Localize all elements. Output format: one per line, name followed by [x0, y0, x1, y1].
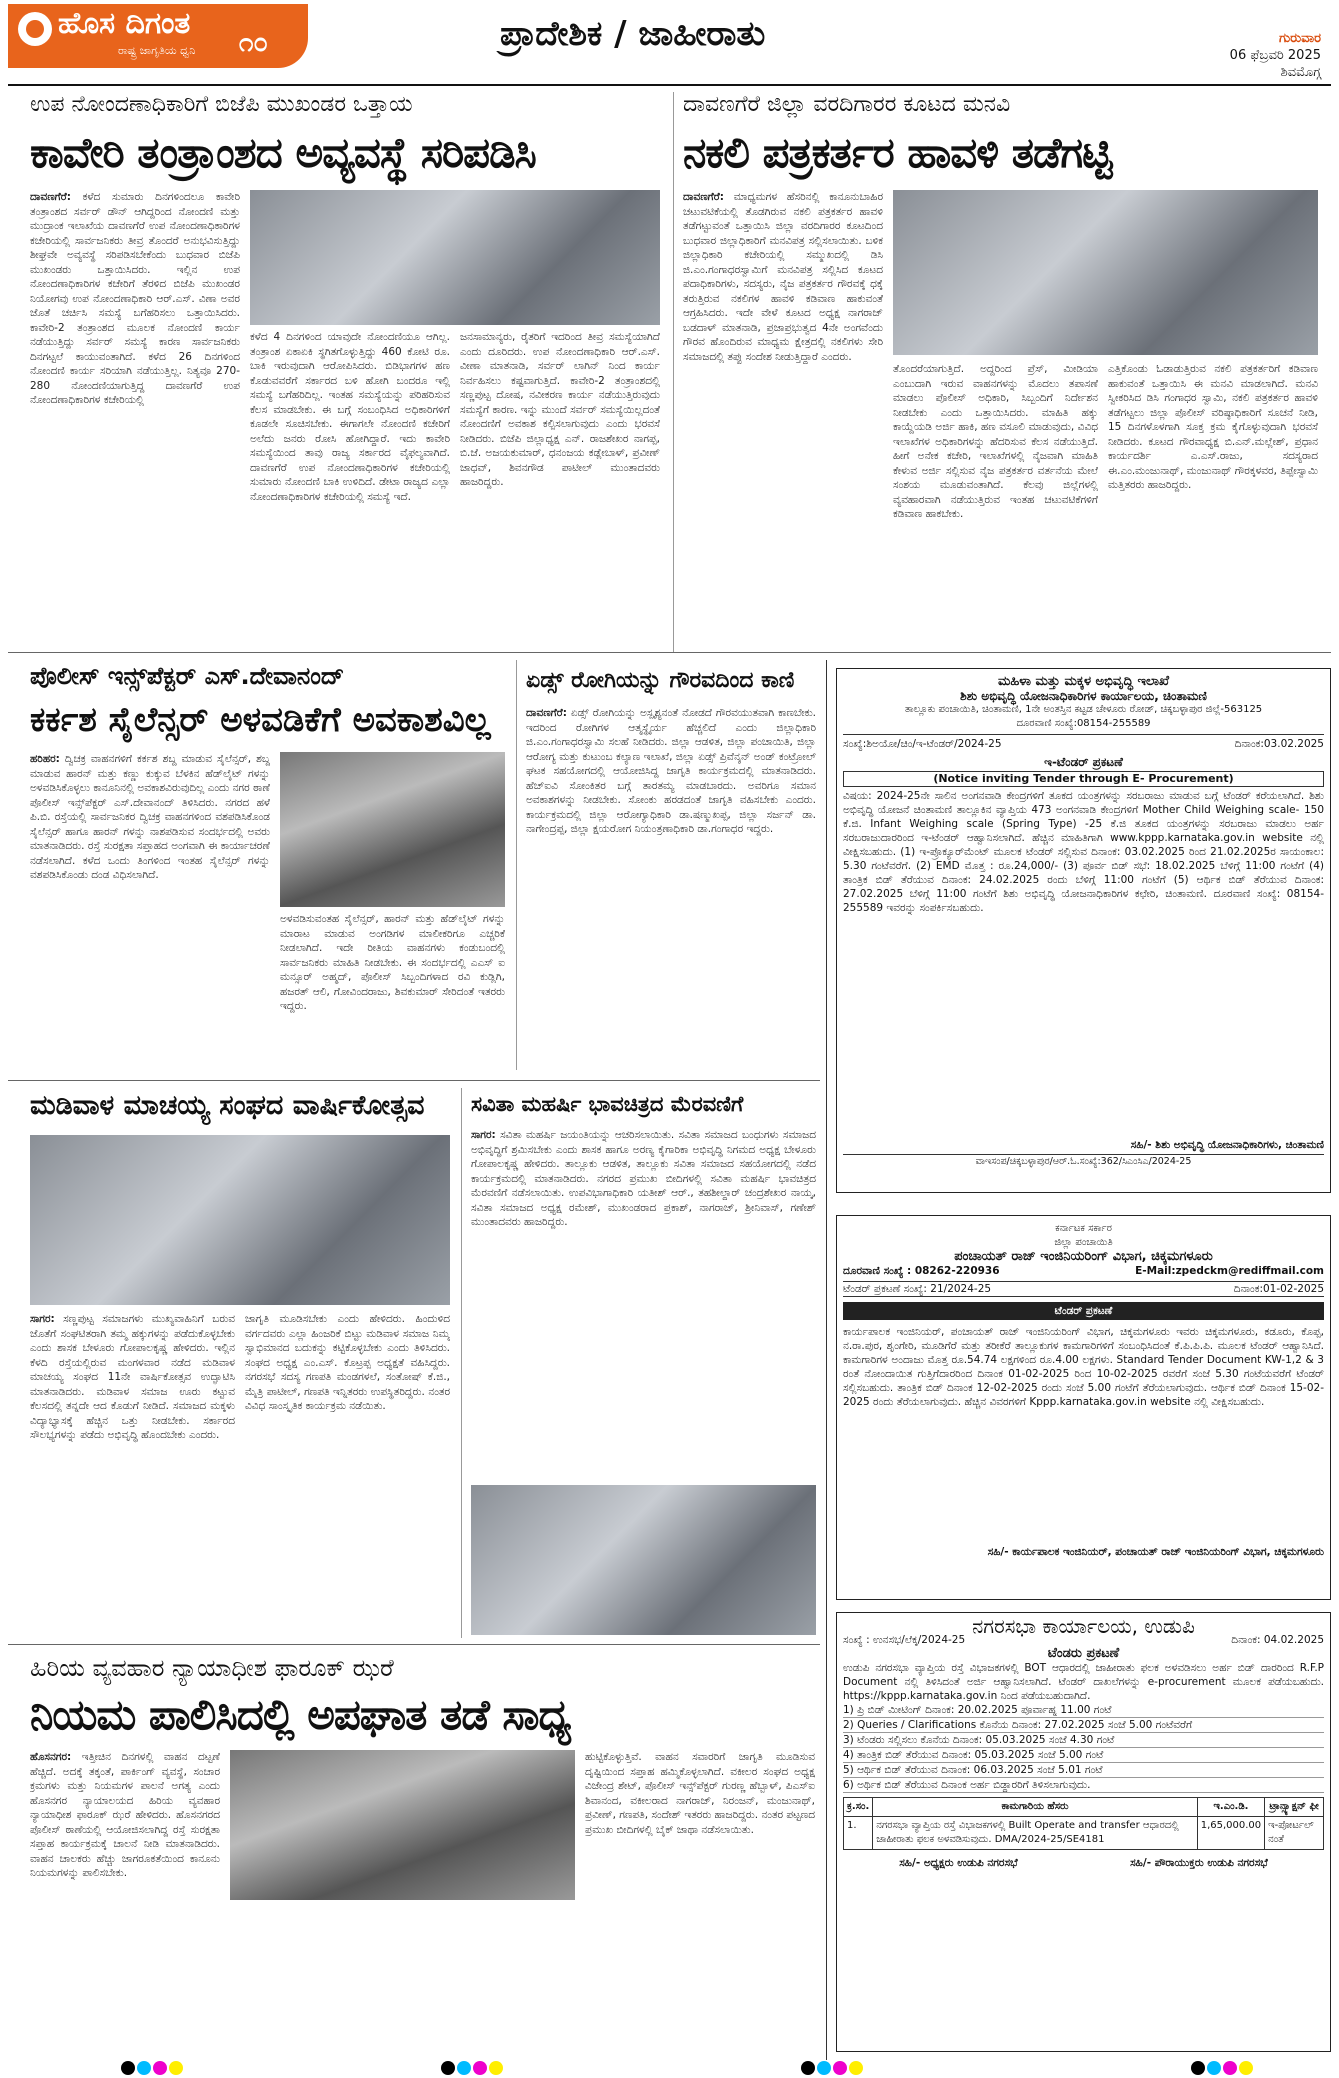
logo-text: ಹೊಸ ದಿಗಂತ [58, 6, 191, 41]
story1-dateline: ದಾವಣಗೆರೆ: [30, 191, 71, 203]
story2-body-col2: ತೊಂದರೆಯಾಗುತ್ತಿದೆ. ಅದ್ದರಿಂದ ಪ್ರೆಸ್, ಮೀಡಿಯಾ ಎಂಬುದಾಗಿ ಇರುವ ವಾಹನಗಳನ್ನು ಮೊದಲು ತಪಾಸಣೆ ಮಾಡಲು ಪೊಲೀಸ್ ಅಧಿಕಾರಿ, ಸಿಬ್ಬಂದಿಗೆ ನಿರ್ದೇಶನ ನೀಡಬೇಕು ಎಂದು ಒತ್ತಾಯಿಸಿದರು. ಮಾಹಿತಿ ಹಕ್ಕು ಕಾಯ್ದೆಯಡಿ ಅರ್ಜಿ ಹಾಕಿ, ಹಣ ವಸೂಲಿ ಮಾಡುವುದು, ವಿವಿಧ ಇಲಾಖೆಗಳ ಅಧಿಕಾರಿಗಳನ್ನು ಹೆದರಿಸುವ ಕೆಲಸ ನಡೆಯುತ್ತಿದೆ. ಹೀಗೆ ಅನೇಕ ಕಚೇರಿ, ಇಲಾಖೆಗಳಲ್ಲಿ ನೈಜವಾಗಿ ಮಾಹಿತಿ ಕೇಳುವ ಅರ್ಜಿ ಸಲ್ಲಿಸುವ ನೈಜ ಪತ್ರಕರ್ತರ ವರ್ತನೆಯ ಮೇಲೆ ಸಂಶಯ ಮೂಡುವಂತಾಗಿದೆ. ಕೆಲವು ಜಿಲ್ಲೆಗಳಲ್ಲಿ ವ್ಯವಹಾರವಾಗಿ ನಡೆಯುತ್ತಿರುವ ಇಂತಹ ಚಟುವಟಿಕೆಗಳಿಗೆ ಕಡಿವಾಣ ಹಾಕಬೇಕು. [893, 363, 1098, 520]
list-item: 6) ಅರ್ಥಿಕ ಬಿಡ್ ತೆರೆಯುವ ದಿನಾಂಕ ಅರ್ಹ ಬಿಡ್ದಾರರಿಗೆ ತಿಳಿಸಲಾಗುವುದು. [843, 1778, 1324, 1793]
story2-photo [893, 190, 1318, 355]
list-item: 3) ಟೆಂಡರು ಸಲ್ಲಿಸಲು ಕೊನೆಯ ದಿನಾಂಕ: 05.03.2025 ಸಂಜೆ 4.30 ಗಂಟೆ [843, 1733, 1324, 1748]
ad3-col-work: ಕಾಮಗಾರಿಯ ಹೆಸರು [873, 1798, 1197, 1817]
page-number: ೧೦ [238, 28, 268, 58]
issue-city: ಶಿವಮೊಗ್ಗ [1280, 65, 1321, 80]
print-registration-mark [1190, 2060, 1254, 2078]
ad1-subtitle: (Notice inviting Tender through E- Procurement) [843, 771, 1324, 787]
ad1-phone: ದೂರವಾಣಿ ಸಂಖ್ಯೆ:08154-255589 [1016, 718, 1151, 729]
ad3-title: ನಗರಸಭಾ ಕಾರ್ಯಾಲಯ, ಉಡುಪಿ [972, 1614, 1195, 1638]
story5-headline: ಮಡಿವಾಳ ಮಾಚಯ್ಯ ಸಂಘದ ವಾರ್ಷಿಕೋತ್ಸವ [30, 1090, 425, 1121]
list-item: 4) ತಾಂತ್ರಿಕ ಬಿಡ್ ತೆರೆಯುವ ದಿನಾಂಕ: 05.03.2025 ಸಂಜೆ 5.00 ಗಂಟೆ [843, 1748, 1324, 1763]
story7-dateline: ಹೊಸನಗರ: [30, 1751, 72, 1763]
newspaper-logo [8, 4, 308, 68]
story1-body-col2: ಕಳೆದ 4 ದಿನಗಳಿಂದ ಯಾವುದೇ ನೋಂದಣಿಯೂ ಆಗಿಲ್ಲ. ತಂತ್ರಾಂಶ ಏಕಾಏಕಿ ಸ್ಥಗಿತಗೊಳ್ಳುತ್ತಿದ್ದು 460 ಕೋಟಿ ರೂ. ಬಾಕಿ ಇರುವುದಾಗಿ ಆರೋಪಿಸಿದರು. ಬಿಡಿಭಾಗಗಳ ಹಣ ಕೊಡುವವರೆಗೆ ಸರ್ಕಾರದ ಬಳಿ ಹೋಗಿ ಬಂದರೂ ಇಲ್ಲಿ ಸಮಸ್ಯೆ ಬಗೆಹರಿದಿಲ್ಲ. ಇಂತಹ ಸಮಸ್ಯೆಯನ್ನು ಪರಿಹರಿಸುವ ಕೆಲಸ ಮಾಡಬೇಕು. ಈ ಬಗ್ಗೆ ಸಂಬಂಧಿಸಿದ ಅಧಿಕಾರಿಗಳಿಗೆ ಕೂಡಲೇ ಸೂಚಿಸಬೇಕು. ಈಗಾಗಲೇ ನೋಂದಣಿ ಕಚೇರಿಗೆ ಅಲೆದು ಜನರು ರೋಸಿ ಹೋಗಿದ್ದಾರೆ. ಇದು ಕಾವೇರಿ ಸಮಸ್ಯೆಯಿಂದ ತಾವು ರಾಜ್ಯ ಸರ್ಕಾರದ ವೈಫಲ್ಯವಾಗಿದೆ. ದಾವಣಗೆರೆ ಉಪ ನೋಂದಣಾಧಿಕಾರಿಗಳ ಕಚೇರಿಯಲ್ಲಿ ಸುಮಾರು ನೋಂದಣಿ ಬಾಕಿ ಉಳಿದಿದೆ. ಡೇಟಾ ರಾಜ್ಯದ ಎಲ್ಲಾ ನೋಂದಣಾಧಿಕಾರಿಗಳ ಕಚೇರಿಯಲ್ಲಿ ಸಮಸ್ಯೆ ಇದೆ. [250, 331, 450, 503]
tender-ad-chintamani [836, 668, 1331, 1193]
ad1-footer: ವಾಇಸಂಪ/ಚಿಕ್ಕಬಳ್ಳಾಪುರ/ಆರ್.ಓ.ಸಂಖ್ಯೆ:362/ಸಿಎಂಸಿಎ/2024-25 [843, 1154, 1324, 1169]
ad2-contact-row [843, 1264, 1324, 1278]
ad-column-divider [826, 660, 827, 2060]
ad3-subtitle: ಟೆಂಡರು ಪ್ರಕಟಣೆ [1047, 1646, 1120, 1661]
story3-text-1: ದ್ವಿಚಕ್ರ ವಾಹನಗಳಿಗೆ ಕರ್ಕಶ ಶಬ್ದ ಮಾಡುವ ಸೈಲೆನ್ಸರ್, ಶಬ್ದ ಮಾಡುವ ಹಾರನ್ ಮತ್ತು ಕಣ್ಣು ಕುಕ್ಕುವ ಬೆಳಕಿನ ಹೆಡ್‌ಲೈಟ್ ಗಳನ್ನು ಅಳವಡಿಸಿಕೊಳ್ಳಲು ಕಾನೂನಿನಲ್ಲಿ ಅವಕಾಶವಿರುವುದಿಲ್ಲ ಎಂದು ನಗರ ಠಾಣೆ ಪೊಲೀಸ್ ಇನ್ಸ್‌ಪೆಕ್ಟರ್ ಎಸ್.ದೇವಾನಂದ್ ತಿಳಿಸಿದರು. ನಗರದ ಹಳೆ ಪಿ.ಬಿ. ರಸ್ತೆಯಲ್ಲಿ ಸಾರ್ವಜನಿಕರ ದ್ವಿಚಕ್ರ ವಾಹನಗಳಿಂದ ವಶಪಡಿಸಿಕೊಂಡ ಸೈಲೆನ್ಸರ್ ಹಾಗೂ ಹಾರನ್ ಗಳನ್ನು ನಾಶಪಡಿಸುವ ಸಂದರ್ಭದಲ್ಲಿ ಅವರು ಮಾತನಾಡಿದರು. ರಸ್ತೆ ಸುರಕ್ಷತಾ ಸಪ್ತಾಹದ ಅಂಗವಾಗಿ ಈ ಕಾರ್ಯಾಚರಣೆ ನಡೆಸಲಾಗಿದೆ. ಕಳೆದ ಒಂದು ತಿಂಗಳಿಂದ ಇಂತಹ ಸೈಲೆನ್ಸರ್ ಗಳನ್ನು ವಶಪಡಿಸಿಕೊಂಡು ದಂಡ ವಿಧಿಸಲಾಗಿದೆ. [30, 753, 270, 881]
story7-kicker: ಹಿರಿಯ ವ್ಯವಹಾರ ನ್ಯಾಯಾಧೀಶ ಫಾರೂಕ್ ಝರೆ [30, 1654, 394, 1682]
ad1-address: ತಾಲ್ಲೂಕು ಪಂಚಾಯಿತಿ, ಚಿಂತಾಮಣಿ, 1ನೇ ಅಂತಸ್ತಿನ ಕಟ್ಟಡ ಚೇಳೂರು ರೋಡ್, ಚಿಕ್ಕಬಳ್ಳಾಪುರ ಜಿಲ್ಲೆ-563125 [904, 704, 1263, 715]
issue-day: ಗುರುವಾರ [1279, 31, 1321, 46]
print-registration-mark [120, 2060, 184, 2078]
tender-ad-chikkamagaluru [836, 1215, 1331, 1600]
story1-photo [250, 190, 660, 325]
story7-text-1: ಇತ್ತೀಚಿನ ದಿನಗಳಲ್ಲಿ ವಾಹನ ದಟ್ಟಣೆ ಹೆಚ್ಚಿದೆ. ಅದಕ್ಕೆ ತಕ್ಕಂತೆ, ಪಾರ್ಕಿಂಗ್ ವ್ಯವಸ್ಥೆ, ಸಂಚಾರ ಕ್ರಮಗಳು ಮತ್ತು ನಿಯಮಗಳ ಪಾಲನೆ ಅಗತ್ಯ ಎಂದು ಹೊಸನಗರ ನ್ಯಾಯಾಲಯದ ಹಿರಿಯ ವ್ಯವಹಾರ ನ್ಯಾಯಾಧೀಶ ಫಾರೂಕ್ ಝರೆ ಹೇಳಿದರು. ಹೊಸನಗರದ ಪೊಲೀಸ್ ಠಾಣೆಯಲ್ಲಿ ಆಯೋಜಿಸಲಾಗಿದ್ದ ರಸ್ತೆ ಸುರಕ್ಷತಾ ಸಪ್ತಾಹ ಕಾರ್ಯಕ್ರಮಕ್ಕೆ ಚಾಲನೆ ನೀಡಿ ಮಾತನಾಡಿದರು. ವಾಹನ ಚಾಲಕರು ಹೆಚ್ಚು ಜಾಗರೂಕತೆಯಿಂದ ಕಾನೂನು ನಿಯಮಗಳನ್ನು ಪಾಲಿಸಬೇಕು. [30, 1751, 220, 1879]
story-divider [8, 652, 1331, 653]
table-row [844, 1817, 1324, 1850]
ad3-col-sl: ಕ್ರ.ಸಂ. [844, 1798, 873, 1817]
story6-text: ಸವಿತಾ ಮಹರ್ಷಿ ಜಯಂತಿಯನ್ನು ಆಚರಿಸಲಾಯಿತು. ಸವಿತಾ ಸಮಾಜದ ಬಂಧುಗಳು ಸಮಾಜದ ಅಭಿವೃದ್ಧಿಗೆ ಶ್ರಮಿಸಬೇಕು ಎಂದು ಶಾಸಕ ಹಾಗೂ ಅರಣ್ಯ ಕೈಗಾರಿಕಾ ಅಭಿವೃದ್ಧಿ ನಿಗಮದ ಅಧ್ಯಕ್ಷ ಬೇಳೂರು ಗೋಪಾಲಕೃಷ್ಣ ಹೇಳಿದರು. ತಾಲ್ಲೂಕು ಆಡಳಿತ, ತಾಲ್ಲೂಕು ಸವಿತಾ ಸಮಾಜದ ಸಹಯೋಗದಲ್ಲಿ ನಡೆದ ಕಾರ್ಯಕ್ರಮದಲ್ಲಿ ಮಾತನಾಡಿದರು. ನಗರದ ಪ್ರಮುಖ ಬೀದಿಗಳಲ್ಲಿ ಸವಿತಾ ಮಹರ್ಷಿ ಭಾವಚಿತ್ರದ ಮೆರವಣಿಗೆ ನಡೆಸಲಾಯಿತು. ಉಪವಿಭಾಗಾಧಿಕಾರಿ ಯತೀಶ್ ಆರ್., ತಹಶೀಲ್ದಾರ್ ಚಂದ್ರಶೇಖರ ನಾಯ್ಕ, ಸವಿತಾ ಸಮಾಜದ ಅಧ್ಯಕ್ಷ ರಮೇಶ್, ಮುಖಂಡರಾದ ಪ್ರಕಾಶ್, ನಾಗರಾಜ್, ಶ್ರೀನಿವಾಸ್, ಗಣೇಶ್ ಮುಂತಾದವರು ಹಾಜರಿದ್ದರು. [471, 1129, 816, 1228]
ad2-zp: ಜಿಲ್ಲಾ ಪಂಚಾಯಿತಿ [1054, 1237, 1113, 1248]
ad1-ref-date: ದಿನಾಂಕ:03.02.2025 [1234, 738, 1324, 750]
ad2-title: ಟೆಂಡರ್ ಪ್ರಕಟಣೆ [843, 1302, 1324, 1320]
story2-headline: ನಕಲಿ ಪತ್ರಕರ್ತರ ಹಾವಳಿ ತಡೆಗಟ್ಟಿ [683, 128, 1112, 177]
ad3-cell-sl: 1. [844, 1817, 873, 1850]
story3-body-col1 [30, 752, 270, 1072]
story7-photo [230, 1750, 575, 1900]
ad3-col-emd: ಇ.ಎಂ.ಡಿ. [1197, 1798, 1264, 1817]
ad1-office: ಶಿಶು ಅಭಿವೃದ್ಧಿ ಯೋಜನಾಧಿಕಾರಿಗಳ ಕಾರ್ಯಾಲಯ, ಚಿಂತಾಮಣಿ [960, 689, 1207, 703]
ad2-ref: ಟೆಂಡರ್ ಪ್ರಕಟಣೆ ಸಂಖ್ಯೆ: 21/2024-25 [843, 1283, 992, 1295]
story1-text-1: ಕಳೆದ ಸುಮಾರು ದಿನಗಳಿಂದಲೂ ಕಾವೇರಿ ತಂತ್ರಾಂಶದ ಸರ್ವರ್ ಡೌನ್ ಆಗಿದ್ದರಿಂದ ನೋಂದಣಿ ಮತ್ತು ಮುದ್ರಾಂಕ ಇಲಾಖೆಯ ದಾವಣಗೆರೆ ಉಪ ನೋಂದಣಾಧಿಕಾರಿಗಳ ಕಚೇರಿಯಲ್ಲಿ ಸಾರ್ವಜನಿಕರು ತೀವ್ರ ತೊಂದರೆ ಅನುಭವಿಸುತ್ತಿದ್ದು ಶೀಘ್ರವೇ ಅವ್ಯವಸ್ಥೆ ಸರಿಪಡಿಸಬೇಕೆಂದು ಬುಧವಾರ ಬಿಜೆಪಿ ಮುಖಂಡರು ಒತ್ತಾಯಿಸಿದರು. ಇಲ್ಲಿನ ಉಪ ನೋಂದಣಾಧಿಕಾರಿಗಳ ಕಚೇರಿಗೆ ತೆರಳಿದ ಬಿಜೆಪಿ ಮುಖಂಡರ ನಿಯೋಗವು ಉಪ ನೋಂದಣಾಧಿಕಾರಿ ಆರ್.ಎಸ್. ವಿಣಾ ಅವರ ಜೊತೆ ಚರ್ಚಿಸಿ ಸಮಸ್ಯೆ ಬಗೆಹರಿಸಲು ಒತ್ತಾಯಿಸಿದರು. ಕಾವೇರಿ-2 ತಂತ್ರಾಂಶದ ಮೂಲಕ ನೋಂದಣಿ ಕಾರ್ಯ ನಡೆಯುತ್ತಿದ್ದು ಸರ್ವರ್ ಸಮಸ್ಯೆ ಕಾರಣ ಸಾರ್ವಜನಿಕರು ದಿನಗಟ್ಟಲೆ ಕಾಯುವಂತಾಗಿದೆ. ಕಳೆದ 26 ದಿನಗಳಿಂದ ನೋಂದಣಿ ಕಾರ್ಯ ಸರಿಯಾಗಿ ನಡೆಯುತ್ತಿಲ್ಲ. ನಿತ್ಯವೂ 270-280 ನೋಂದಣಿಯಾಗುತ್ತಿದ್ದ ದಾವಣಗೆರೆ ಉಪ ನೋಂದಣಾಧಿಕಾರಿಗಳ ಕಚೇರಿಯಲ್ಲಿ [30, 191, 240, 406]
story6-dateline: ಸಾಗರ: [471, 1129, 496, 1141]
ad2-ref-row [843, 1281, 1324, 1297]
list-item: 2) Queries / Clarifications ಕೊನೆಯ ದಿನಾಂಕ: 27.02.2025 ಸಂಜೆ 5.00 ಗಂಟೆವರೆಗೆ [843, 1718, 1324, 1733]
story2-kicker: ದಾವಣಗೆರೆ ಜಿಲ್ಲಾ ವರದಿಗಾರರ ಕೂಟದ ಮನವಿ [683, 92, 1011, 117]
story5-text-1: ಸಣ್ಣಪುಟ್ಟ ಸಮಾಜಗಳು ಮುಖ್ಯವಾಹಿನಿಗೆ ಬರುವ ಜೊತೆಗೆ ಸಂಘಟಿತರಾಗಿ ತಮ್ಮ ಹಕ್ಕುಗಳನ್ನು ಪಡೆದುಕೊಳ್ಳಬೇಕು ಎಂದು ಶಾಸಕ ಬೇಳೂರು ಗೋಪಾಲಕೃಷ್ಣ ಹೇಳಿದರು. ಇಲ್ಲಿನ ಕೆಳದಿ ರಸ್ತೆಯಲ್ಲಿರುವ ಮಂಗಳವಾರ ನಡೆದ ಮಡಿವಾಳ ಮಾಚಯ್ಯ ಸಂಘದ 11ನೇ ವಾರ್ಷಿಕೋತ್ಸವ ಉದ್ಘಾಟಿಸಿ ಮಾತನಾಡಿದರು. ಮಡಿವಾಳ ಸಮಾಜ ಊರು ಕಟ್ಟುವ ಕೆಲಸದಲ್ಲಿ ತನ್ನದೇ ಆದ ಕೊಡುಗೆ ನೀಡಿದೆ. ಸಮಾಜದ ಮಕ್ಕಳು ವಿದ್ಯಾಭ್ಯಾಸಕ್ಕೆ ಹೆಚ್ಚಿನ ಒತ್ತು ನೀಡಬೇಕು. ಸರ್ಕಾರದ ಸೌಲಭ್ಯಗಳನ್ನು ಪಡೆದು ಅಭಿವೃದ್ಧಿ ಹೊಂದಬೇಕು ಎಂದರು. [30, 1313, 235, 1441]
story4-text: ಏಡ್ಸ್ ರೋಗಿಯನ್ನು ಅಸ್ಪೃಶ್ಯನಂತೆ ನೋಡದೆ ಗೌರವಯುತವಾಗಿ ಕಾಣಬೇಕು. ಇದರಿಂದ ರೋಗಿಗಳ ಆತ್ಮಸ್ಥೈರ್ಯ ಹೆಚ್ಚಲಿದೆ ಎಂದು ಜಿಲ್ಲಾಧಿಕಾರಿ ಜಿ.ಎಂ.ಗಂಗಾಧರಸ್ವಾಮಿ ಸಲಹೆ ನೀಡಿದರು. ಜಿಲ್ಲಾ ಆಡಳಿತ, ಜಿಲ್ಲಾ ಪಂಚಾಯಿತಿ, ಜಿಲ್ಲಾ ಆರೋಗ್ಯ ಮತ್ತು ಕುಟುಂಬ ಕಲ್ಯಾಣ ಇಲಾಖೆ, ಜಿಲ್ಲಾ ಏಡ್ಸ್ ಪ್ರಿವೆನ್ಶನ್ ಅಂಡ್ ಕಂಟ್ರೋಲ್ ಘಟಕ ಸಹಯೋಗದಲ್ಲಿ ಆಯೋಜಿಸಿದ್ದ ಜಾಗೃತಿ ಕಾರ್ಯಕ್ರಮದಲ್ಲಿ ಮಾತನಾಡಿದರು. ಹೆಚ್ಐವಿ ಸೋಂಕಿತರ ಬಗ್ಗೆ ತಾರತಮ್ಯ ಮಾಡಬಾರದು. ಅವರಿಗೂ ಸಮಾನ ಅವಕಾಶಗಳನ್ನು ನೀಡಬೇಕು. ಸೋಂಕು ಹರಡದಂತೆ ಜಾಗೃತಿ ವಹಿಸಬೇಕು ಎಂದರು. ಕಾರ್ಯಕ್ರಮದಲ್ಲಿ ಜಿಲ್ಲಾ ಆರೋಗ್ಯಾಧಿಕಾರಿ ಡಾ.ಷಣ್ಮುಖಪ್ಪ, ಜಿಲ್ಲಾ ಸರ್ಜನ್ ಡಾ. ನಾಗೇಂದ್ರಪ್ಪ, ಜಿಲ್ಲಾ ಕ್ಷಯರೋಗ ನಿಯಂತ್ರಣಾಧಿಕಾರಿ ಡಾ.ಗಂಗಾಧರ ಇದ್ದರು. [526, 707, 816, 835]
story2-body-col1 [683, 190, 883, 645]
ad1-title: ಇ-ಟೆಂಡರ್ ಪ್ರಕಟಣೆ [1044, 755, 1123, 769]
ad3-table [843, 1797, 1324, 1850]
story1-headline: ಕಾವೇರಿ ತಂತ್ರಾಂಶದ ಅವ್ಯವಸ್ಥೆ ಸರಿಪಡಿಸಿ [30, 128, 536, 177]
ad2-ref-date: ದಿನಾಂಕ:01-02-2025 [1233, 1283, 1324, 1295]
ad3-cell-emd: 1,65,000.00 [1197, 1817, 1264, 1850]
story4-body [526, 706, 816, 1072]
story1-body-col3: ಜನಸಾಮಾನ್ಯರು, ರೈತರಿಗೆ ಇದರಿಂದ ತೀವ್ರ ಸಮಸ್ಯೆಯಾಗಿದೆ ಎಂದು ದೂರಿದರು. ಉಪ ನೋಂದಣಾಧಿಕಾರಿ ಆರ್.ಎಸ್. ವೀಣಾ ಮಾತನಾಡಿ, ಸರ್ವರ್ ಲಾಗಿನ್ ನಿಂದ ಕಾರ್ಯ ನಿರ್ವಹಿಸಲು ಕಷ್ಟವಾಗುತ್ತಿದೆ. ಕಾವೇರಿ-2 ತಂತ್ರಾಂಶದಲ್ಲಿ ಸಣ್ಣಪುಟ್ಟ ದೋಷ, ನವೀಕರಣ ಕಾರ್ಯ ನಡೆಯುತ್ತಿರುವುದು ಸಮಸ್ಯೆಗೆ ಕಾರಣ. ಇನ್ನು ಮುಂದೆ ಸರ್ವರ್ ಸಮಸ್ಯೆಯಿಲ್ಲದಂತೆ ನೋಂದಣಿಗೆ ಅವಕಾಶ ಕಲ್ಪಿಸಲಾಗುವುದು ಎಂದು ಭರವಸೆ ನೀಡಿದರು. ಬಿಜೆಪಿ ಜಿಲ್ಲಾಧ್ಯಕ್ಷ ಎನ್. ರಾಜಶೇಖರ ನಾಗಪ್ಪ, ಬಿ.ಜೆ. ಅಜಯಕುಮಾರ್, ಧನಂಜಯ ಕಡ್ಲೇಬಾಳ್, ಪ್ರವೀಣ್ ಜಾಧವ್, ಶಿವನಗೌಡ ಪಾಟೀಲ್ ಮುಂತಾದವರು ಹಾಜರಿದ್ದರು. [460, 331, 660, 488]
ad2-gov: ಕರ್ನಾಟಕ ಸರ್ಕಾರ [1055, 1223, 1112, 1234]
story3-headline: ಕರ್ಕಶ ಸೈಲೆನ್ಸರ್ ಅಳವಡಿಕೆಗೆ ಅವಕಾಶವಿಲ್ಲ [30, 700, 491, 740]
ad3-cell-fee: ಇ-ಪೋರ್ಟಲ್ ನಂತೆ [1265, 1817, 1324, 1850]
story5-body-col1 [30, 1312, 235, 1632]
column-divider [516, 660, 517, 1070]
logo-emblem-icon [18, 12, 52, 46]
ad2-body: ಕಾರ್ಯಪಾಲಕ ಇಂಜಿನಿಯರ್, ಪಂಚಾಯತ್ ರಾಜ್ ಇಂಜಿನಿಯರಿಂಗ್ ವಿಭಾಗ, ಚಿಕ್ಕಮಗಳೂರು ಇವರು ಚಿಕ್ಕಮಗಳೂರು, ಕಡೂರು, ಕೊಪ್ಪ, ನ.ರಾ.ಪುರ, ಶೃಂಗೇರಿ, ಮೂಡಿಗೆರೆ ಮತ್ತು ತರೀಕೆರೆ ತಾಲ್ಲೂಕುಗಳ ಕಾಮಗಾರಿಗಳಿಗೆ ಸಂಬಂಧಿಸಿದಂತೆ ಕೆ.ಪಿ.ಪಿ.ಪಿ. ಮೂಲಕ ಟೆಂಡರ್ ಆಹ್ವಾನಿಸಿದೆ. ಕಾಮಗಾರಿಗಳ ಅಂದಾಜು ಮೊತ್ತ ರೂ.54.74 ಲಕ್ಷಗಳಿಂದ ರೂ.4.00 ಲಕ್ಷಗಳು. Standard Tender Document KW-1,2 & 3 ರಂತೆ ನೋಂದಾಯಿತ ಗುತ್ತಿಗೆದಾರರಿಂದ ದಿನಾಂಕ 01-02-2025 ರಿಂದ 10-02-2025 ರವರೆಗೆ ಸಂಜೆ 5.30 ಗಂಟೆಯವರೆಗೆ ಟೆಂಡರ್ ಸಲ್ಲಿಸಬಹುದು. ತಾಂತ್ರಿಕ ಬಿಡ್ ದಿನಾಂಕ 12-02-2025 ರಂದು ಸಂಜೆ 5.00 ಗಂಟೆಗೆ ತೆರೆಯಲಾಗುವುದು. ಆರ್ಥಿಕ ಬಿಡ್ ದಿನಾಂಕ 15-02-2025 ರಂದು ತೆರೆಯಲಾಗುವುದು. ಹೆಚ್ಚಿನ ವಿವರಗಳಿಗೆ Kppp.karnataka.gov.in website ನಲ್ಲಿ ವೀಕ್ಷಿಸಬಹುದು. [843, 1326, 1324, 1408]
date-block [1230, 30, 1321, 81]
story3-dateline: ಹರಿಹರ: [30, 753, 60, 765]
story4-dateline: ದಾವಣಗೆರೆ: [526, 707, 567, 719]
story-divider [8, 1080, 820, 1081]
ad1-ref: ಸಂಖ್ಯೆ:ಶಿಅಯೋ/ಚಿಂ/ಇ-ಟೆಂಡರ್/2024-25 [843, 738, 1002, 750]
story2-dateline: ದಾವಣಗೆರೆ: [683, 191, 724, 203]
story3-kicker: ಪೊಲೀಸ್ ಇನ್ಸ್‌ಪೆಕ್ಟರ್ ಎಸ್.ದೇವಾನಂದ್ [30, 662, 345, 690]
issue-date: 06 ಫೆಬ್ರವರಿ 2025 [1229, 48, 1321, 63]
story6-headline: ಸವಿತಾ ಮಹರ್ಷಿ ಭಾವಚಿತ್ರದ ಮೆರವಣಿಗೆ [471, 1092, 744, 1116]
ad2-email: E-Mail:zpedckm@rediffmail.com [1135, 1265, 1324, 1277]
logo-tagline: ರಾಷ್ಟ್ರ ಜಾಗೃತಿಯ ಧ್ವನಿ [118, 44, 196, 57]
story5-dateline: ಸಾಗರ: [30, 1313, 55, 1325]
story6-photo [471, 1485, 816, 1635]
ad3-table-header [844, 1798, 1324, 1817]
ad3-col-fee: ಟ್ರಾನ್ಸ್ಯಾಕ್ಷನ್ ಫೀ [1265, 1798, 1324, 1817]
story3-body-col2: ಅಳವಡಿಸುವಂತಹ ಸೈಲೆನ್ಸರ್, ಹಾರನ್ ಮತ್ತು ಹೆಡ್‌ಲೈಟ್ ಗಳನ್ನು ಮಾರಾಟ ಮಾಡುವ ಅಂಗಡಿಗಳ ಮಾಲೀಕರಿಗೂ ಎಚ್ಚರಿಕೆ ನೀಡಲಾಗಿದೆ. ಇದೇ ರೀತಿಯ ವಾಹನಗಳು ಕಂಡುಬಂದಲ್ಲಿ ಸಾರ್ವಜನಿಕರು ಮಾಹಿತಿ ನೀಡಬೇಕು. ಈ ಸಂದರ್ಭದಲ್ಲಿ ಎಎಸ್ ಐ ಮನ್ಸೂರ್ ಅಹ್ಮದ್, ಪೊಲೀಸ್ ಸಿಬ್ಬಂದಿಗಳಾದ ರವಿ ಕುಡ್ಲಿಗಿ, ಹಜರತ್ ಆಲಿ, ಗೋವಿಂದರಾಜು, ಶಿವಕುಮಾರ್ ಸೇರಿದಂತೆ ಇತರರು ಇದ್ದರು. [280, 913, 505, 1012]
ad3-schedule-list [843, 1703, 1324, 1793]
column-divider [461, 1088, 462, 1638]
ad3-sign-right: ಸಹಿ/- ಪೌರಾಯುಕ್ತರು ಉಡುಪಿ ನಗರಸಭೆ [1130, 1857, 1268, 1869]
story7-body-col1 [30, 1750, 220, 2050]
section-title: ಪ್ರಾದೇಶಿಕ / ಜಾಹೀರಾತು [500, 14, 766, 54]
ad3-cell-work: ನಗರಸಭಾ ವ್ಯಾಪ್ತಿಯ ರಸ್ತೆ ವಿಭಾಜಕಗಳಲ್ಲಿ Built Operate and transfer ಆಧಾರದಲ್ಲಿ ಜಾಹೀರಾತು ಫಲಕ ಅಳವಡಿಸುವುದು. DMA/2024-25/SE4181 [873, 1817, 1197, 1850]
ad1-ref-row [843, 734, 1324, 751]
ad1-sign: ಸಹಿ/- ಶಿಶು ಅಭಿವೃದ್ಧಿ ಯೋಜನಾಧಿಕಾರಿಗಳು, ಚಿಂತಾಮಣಿ [1130, 1139, 1324, 1151]
print-registration-mark [440, 2060, 504, 2078]
ad3-sign-left: ಸಹಿ/- ಅಧ್ಯಕ್ಷರು ಉಡುಪಿ ನಗರಸಭೆ [899, 1857, 1018, 1869]
ad2-phone: ದೂರವಾಣಿ ಸಂಖ್ಯೆ : 08262-220936 [843, 1265, 1000, 1277]
story7-headline: ನಿಯಮ ಪಾಲಿಸಿದಲ್ಲಿ ಅಪಘಾತ ತಡೆ ಸಾಧ್ಯ [30, 1690, 571, 1739]
ad2-sign: ಸಹಿ/- ಕಾರ್ಯಪಾಲಕ ಇಂಜಿನಿಯರ್, ಪಂಚಾಯತ್ ರಾಜ್ ಇಂಜಿನಿಯರಿಂಗ್ ವಿಭಾಗ, ಚಿಕ್ಕಮಗಳೂರು [987, 1546, 1324, 1558]
story5-photo [30, 1135, 450, 1305]
story2-body-col3: ಎತ್ತಿಕೊಂಡು ಓಡಾಡುತ್ತಿರುವ ನಕಲಿ ಪತ್ರಕರ್ತರಿಗೆ ಕಡಿವಾಣ ಹಾಕುವಂತೆ ಒತ್ತಾಯಿಸಿ ಈ ಮನವಿ ಮಾಡಲಾಗಿದೆ. ಮನವಿ ಸ್ವೀಕರಿಸಿದ ಡಿಸಿ ಗಂಗಾಧರ ಸ್ವಾಮಿ, ನಕಲಿ ಪತ್ರಕರ್ತರ ಹಾವಳಿ ತಡೆಗಟ್ಟಲು ಜಿಲ್ಲಾ ಪೊಲೀಸ್ ವರಿಷ್ಠಾಧಿಕಾರಿಗೆ ಸೂಚನೆ ನೀಡಿ, 15 ದಿನಗಳೊಳಗಾಗಿ ಸೂಕ್ತ ಕ್ರಮ ಕೈಗೊಳ್ಳುವುದಾಗಿ ಭರವಸೆ ನೀಡಿದರು. ಕೂಟದ ಗೌರವಾಧ್ಯಕ್ಷ ಬಿ.ಎನ್.ಮಲ್ಲೇಶ್, ಪ್ರಧಾನ ಕಾರ್ಯದರ್ಶಿ ಎ.ಎಸ್.ರಾಜು, ಸದಸ್ಯರಾದ ಈ.ಎಂ.ಮಂಜುನಾಥ್, ಮಂಜುನಾಥ್ ಗೌರಕ್ಕಳವರ, ತಿಪ್ಪೇಸ್ವಾಮಿ ಮತ್ತಿತರರು ಹಾಜರಿದ್ದರು. [1108, 363, 1318, 491]
story6-body [471, 1128, 816, 1478]
ad3-signatures [843, 1856, 1324, 1870]
story1-kicker: ಉಪ ನೋಂದಣಾಧಿಕಾರಿಗೆ ಬಿಜೆಪಿ ಮುಖಂಡರ ಒತ್ತಾಯ [30, 92, 413, 117]
story7-body-col2: ಹುಟ್ಟಿಕೊಳ್ಳುತ್ತಿವೆ. ವಾಹನ ಸವಾರರಿಗೆ ಜಾಗೃತಿ ಮೂಡಿಸುವ ದೃಷ್ಟಿಯಿಂದ ಸಪ್ತಾಹ ಹಮ್ಮಿಕೊಳ್ಳಲಾಗಿದೆ. ವಕೀಲರ ಸಂಘದ ಅಧ್ಯಕ್ಷ ವಿಜೇಂದ್ರ ಶೇಟ್, ಪೊಲೀಸ್ ಇನ್ಸ್‌ಪೆಕ್ಟರ್ ಗುರಣ್ಣ ಹೆಬ್ಬಾಳ್, ಪಿಎಸ್ಐ ಶಿವಾನಂದ, ವಕೀಲರಾದ ನಾಗರಾಜ್, ನಿರಂಜನ್, ಮಂಜುನಾಥ್, ಪ್ರವೀಣ್, ಗಣಪತಿ, ಸಂದೇಶ್ ಇತರರು ಹಾಜರಿದ್ದರು. ನಂತರ ಪಟ್ಟಣದ ಪ್ರಮುಖ ಬೀದಿಗಳಲ್ಲಿ ಬೈಕ್ ಜಾಥಾ ನಡೆಸಲಾಯಿತು. [585, 1751, 815, 1836]
ad1-body: ವಿಷಯ: 2024-25ನೇ ಸಾಲಿನ ಅಂಗನವಾಡಿ ಕೇಂದ್ರಗಳಿಗೆ ತೂಕದ ಯಂತ್ರಗಳನ್ನು ಸರಬರಾಜು ಮಾಡುವ ಬಗ್ಗೆ ಟೆಂಡರ್ ಕರೆಯಲಾಗಿದೆ. ಶಿಶು ಅಭಿವೃದ್ಧಿ ಯೋಜನೆ ಚಿಂತಾಮಣಿ ತಾಲ್ಲೂಕಿನ ವ್ಯಾಪ್ತಿಯ 473 ಅಂಗನವಾಡಿ ಕೇಂದ್ರಗಳಿಗೆ Mother Child Weighing scale- 150 ಕೆ.ಜಿ. Infant Weighing scale (Spring Type) -25 ಕೆ.ಜಿ ತೂಕದ ಯಂತ್ರಗಳನ್ನು ಸರಬರಾಜು ಮಾಡಲು ಅರ್ಹ ಸರಬರಾಜುದಾರರಿಂದ ಇ-ಟೆಂಡರ್ ಆಹ್ವಾನಿಸಲಾಗಿದೆ. ಹೆಚ್ಚಿನ ಮಾಹಿತಿಗಾಗಿ www.kppp.karnataka.gov.in website ನಲ್ಲಿ ವೀಕ್ಷಿಸಬಹುದು. (1) ಇ-ಪ್ರೊಕ್ಯೂರ್‌ಮೆಂಟ್ ಮೂಲಕ ಟೆಂಡರ್ ಸಲ್ಲಿಸುವ ದಿನಾಂಕ: 03.02.2025 ರಿಂದ 21.02.2025ರ ಸಾಯಂಕಾಲ: 5.30 ಗಂಟೆವರೆಗೆ. (2) EMD ಮೊತ್ತ : ರೂ.24,000/- (3) ಪೂರ್ವ ಬಿಡ್ ಸಭೆ: 18.02.2025 ಬೆಳಿಗ್ಗೆ 11:00 ಗಂಟೆಗೆ (4) ತಾಂತ್ರಿಕ ಬಿಡ್ ತೆರೆಯುವ ದಿನಾಂಕ: 24.02.2025 ರಂದು ಬೆಳಿಗ್ಗೆ 11:00 ಗಂಟೆಗೆ (5) ಆರ್ಥಿಕ ಬಿಡ್ ತೆರೆಯುವ ದಿನಾಂಕ: 27.02.2025 ಬೆಳಿಗ್ಗೆ 11:00 ಗಂಟೆಗೆ ಶಿಶು ಅಭಿವೃದ್ಧಿ ಯೋಜನಾಧಿಕಾರಿಗಳ ಕಛೇರಿ, ಚಿಂತಾಮಣಿ. ದೂರವಾಣಿ ಸಂಖ್ಯೆ: 08154-255589 ಇವರನ್ನು ಸಂಪರ್ಕಿಸಬಹುದು. [843, 790, 1324, 914]
story5-body-col2: ಜಾಗೃತಿ ಮೂಡಿಸಬೇಕು ಎಂದು ಹೇಳಿದರು. ಹಿಂದುಳಿದ ವರ್ಗದವರು ಎಲ್ಲಾ ಹಿಂಜರಿಕೆ ಬಿಟ್ಟು ಮಡಿವಾಳ ಸಮಾಜ ನಿಮ್ಮ ಸ್ವಾಭಿಮಾನದ ಬದುಕನ್ನು ಕಟ್ಟಿಕೊಳ್ಳಬೇಕು ಎಂದು ತಿಳಿಸಿದರು. ಸಂಘದ ಅಧ್ಯಕ್ಷ ಎಂ.ಎಸ್. ಕೊಟ್ರಪ್ಪ ಅಧ್ಯಕ್ಷತೆ ವಹಿಸಿದ್ದರು. ನಗರಸಭೆ ಸದಸ್ಯ ಗಣಪತಿ ಮಂಡಗಳಲೆ, ಸಂತೋಷ್ ಕೆ.ಜಿ., ಮೈತ್ರಿ ಪಾಟೀಲ್, ಗಣಪತಿ ಇನ್ನಿತರರು ಉಪಸ್ಥಿತರಿದ್ದರು. ನಂತರ ವಿವಿಧ ಸಾಂಸ್ಕೃತಿಕ ಕಾರ್ಯಕ್ರಮ ನಡೆಯಿತು. [245, 1313, 450, 1412]
ad3-ref-date: ದಿನಾಂಕ: 04.02.2025 [1231, 1634, 1324, 1646]
print-registration-mark [800, 2060, 864, 2078]
ad2-dept: ಪಂಚಾಯತ್ ರಾಜ್ ಇಂಜಿನಿಯರಿಂಗ್ ವಿಭಾಗ, ಚಿಕ್ಕಮಗಳೂರು [954, 1249, 1213, 1264]
story-divider [8, 1644, 820, 1645]
story2-text-1: ಮಾಧ್ಯಮಗಳ ಹೆಸರಿನಲ್ಲಿ ಕಾನೂನುಬಾಹಿರ ಚಟುವಟಿಕೆಯಲ್ಲಿ ತೊಡಗಿರುವ ನಕಲಿ ಪತ್ರಕರ್ತರ ಹಾವಳಿ ತಡೆಗಟ್ಟುವಂತೆ ಒತ್ತಾಯಿಸಿ ಜಿಲ್ಲಾ ವರದಿಗಾರರ ಕೂಟದಿಂದ ಬುಧವಾರ ಜಿಲ್ಲಾಧಿಕಾರಿಗೆ ಮನವಿಪತ್ರ ಸಲ್ಲಿಸಲಾಯಿತು. ಬಳಿಕ ಜಿಲ್ಲಾಧಿಕಾರಿ ಕಚೇರಿಯಲ್ಲಿ ಸಮ್ಮುಖದಲ್ಲಿ ಡಿಸಿ ಜಿ.ಎಂ.ಗಂಗಾಧರಸ್ವಾಮಿಗೆ ಮನವಿಪತ್ರ ಸಲ್ಲಿಸಿದ ಕೂಟದ ಪದಾಧಿಕಾರಿಗಳು, ಸದಸ್ಯರು, ನೈಜ ಪತ್ರಕರ್ತರ ಗೌರವಕ್ಕೆ ಧಕ್ಕೆ ತರುತ್ತಿರುವ ನಕಲಿಗಳ ಹಾವಳಿ ಕಡಿವಾಣ ಹಾಕುವಂತೆ ಆಗ್ರಹಿಸಿದರು. ಇದೇ ವೇಳೆ ಕೂಟದ ಅಧ್ಯಕ್ಷ ನಾಗರಾಜ್ ಬಡದಾಳ್ ಮಾತನಾಡಿ, ಪ್ರಜಾಪ್ರಭುತ್ವದ 4ನೇ ಅಂಗವೆಂದು ಗೌರವ ಹೊಂದಿರುವ ಮಾಧ್ಯಮ ಕ್ಷೇತ್ರದಲ್ಲಿ ನಕಲಿಗಳು ಸೇರಿ ಸಮಾಜದಲ್ಲಿ ತಪ್ಪು ಸಂದೇಶ ನೀಡುತ್ತಿದ್ದಾರೆ ಎಂದರು. [683, 191, 883, 363]
list-item: 5) ಆರ್ಥಿಕ ಬಿಡ್ ತೆರೆಯುವ ದಿನಾಂಕ: 06.03.2025 ಸಂಜೆ 5.01 ಗಂಟೆ [843, 1763, 1324, 1778]
ad1-dept: ಮಹಿಳಾ ಮತ್ತು ಮಕ್ಕಳ ಅಭಿವೃದ್ಧಿ ಇಲಾಖೆ [998, 674, 1169, 689]
tender-ad-udupi [836, 1612, 1331, 2052]
column-divider [673, 92, 674, 652]
ad3-intro: ಉಡುಪಿ ನಗರಸಭಾ ವ್ಯಾಪ್ತಿಯ ರಸ್ತೆ ವಿಭಾಜಕಗಳಲ್ಲಿ BOT ಆಧಾರದಲ್ಲಿ ಜಾಹೀರಾತು ಫಲಕ ಅಳವಡಿಸಲು ಅರ್ಹ ಬಿಡ್ ದಾರರಿಂದ R.F.P Document ನಲ್ಲಿ ತಿಳಿಸಿದಂತೆ ಅರ್ಜಿ ಆಹ್ವಾನಿಸಲಾಗಿದೆ. ಟೆಂಡರ್ ದಾಖಲೆಗಳನ್ನು e-procurement ಮೂಲಕ ಪಡೆಯಬಹುದು. https://kppp.karnataka.gov.in ನಿಂದ ಪಡೆಯಬಹುದಾಗಿದೆ. [843, 1662, 1324, 1702]
masthead-rule [8, 84, 1331, 86]
story3-photo [280, 752, 505, 907]
list-item: 1) ಪ್ರಿ ಬಿಡ್ ಮೀಟಿಂಗ್ ದಿನಾಂಕ: 20.02.2025 ಪೂರ್ವಾಹ್ನ 11.00 ಗಂಟೆ [843, 1703, 1324, 1718]
story4-headline: ಏಡ್ಸ್ ರೋಗಿಯನ್ನು ಗೌರವದಿಂದ ಕಾಣಿ [526, 668, 795, 693]
story1-body-col1 [30, 190, 240, 640]
ad3-ref: ಸಂಖ್ಯೆ : ಉನಸಭ/ಲೆಕ್ಕ/2024-25 [843, 1634, 966, 1646]
